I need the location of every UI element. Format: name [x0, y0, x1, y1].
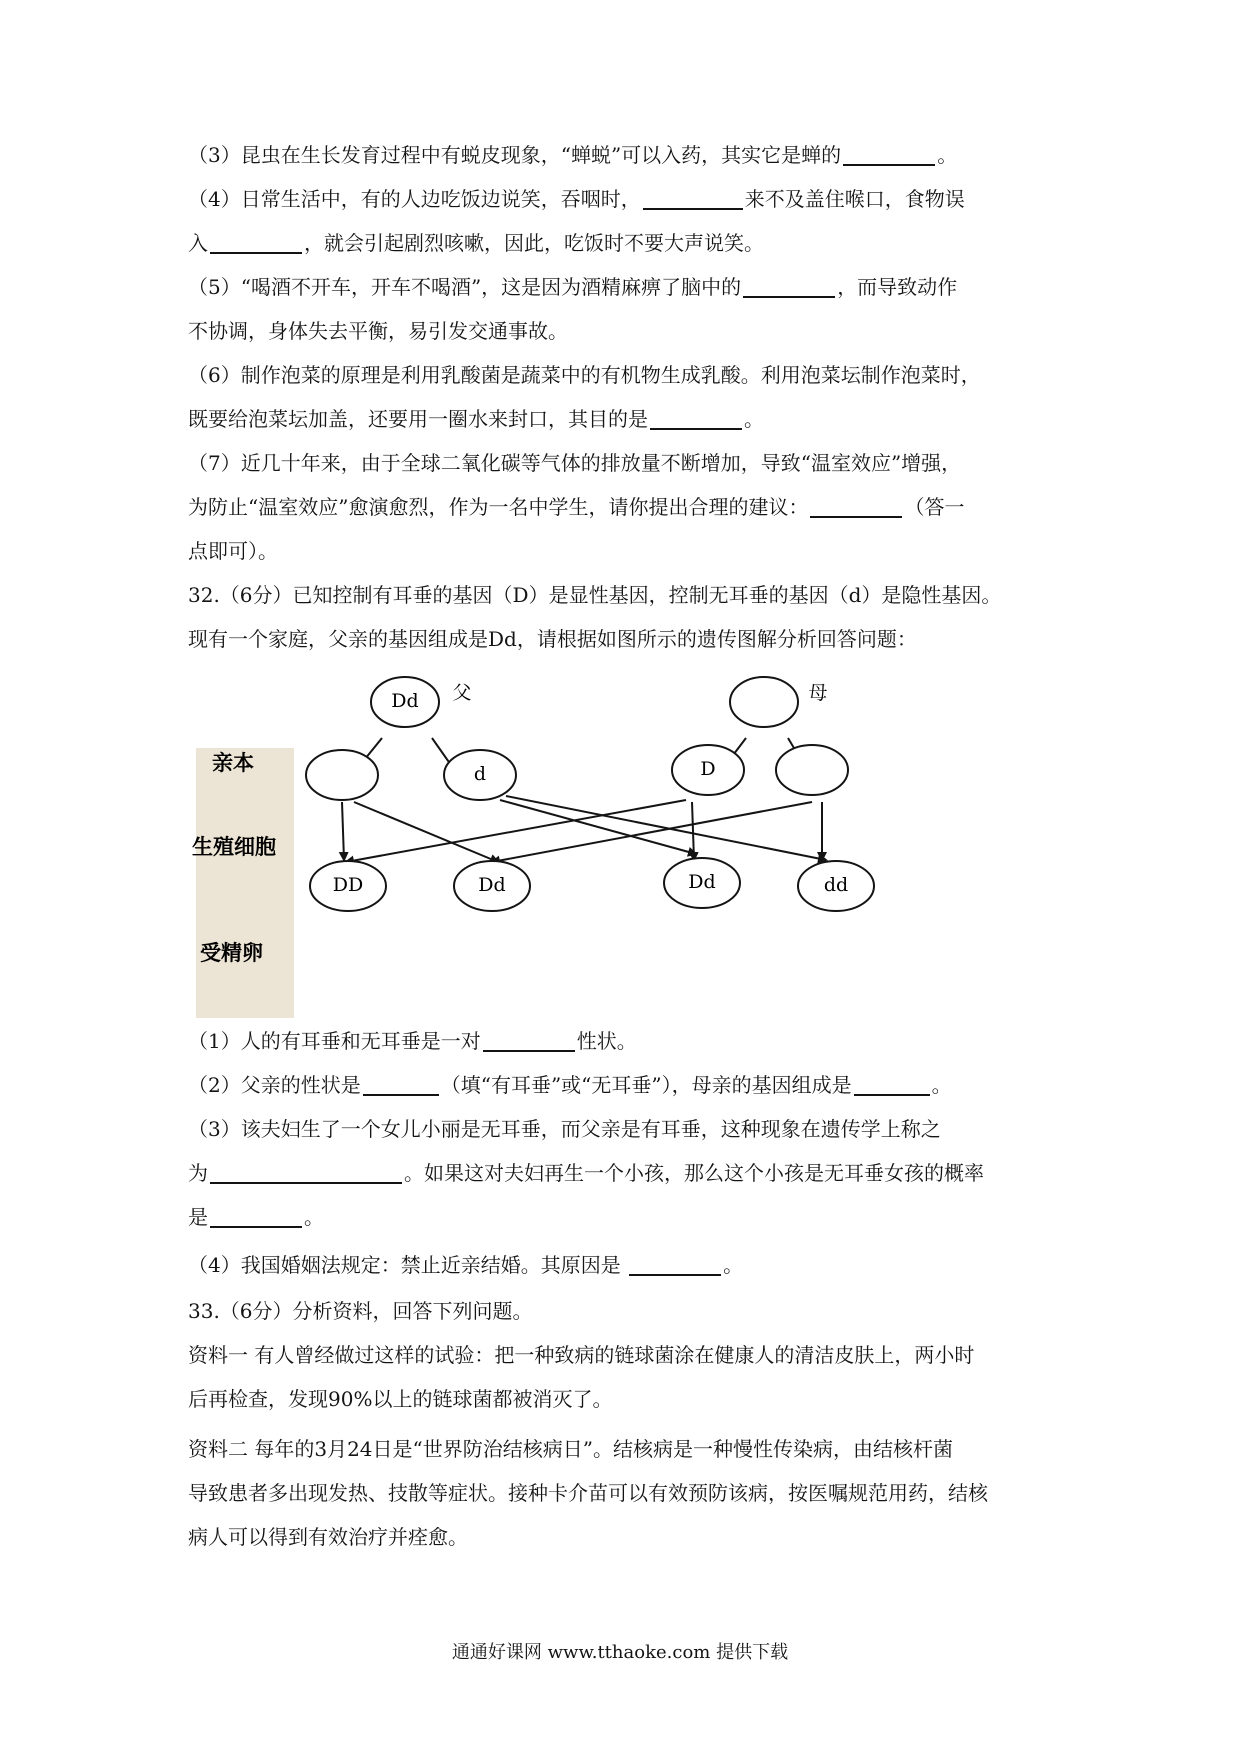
gamete-label-3: D — [700, 758, 716, 780]
q32-sub-2-middle: （填“有耳垂”或“无耳垂”），母亲的基因组成是 — [440, 1073, 852, 1097]
q32-sub-3-text: 是 — [188, 1205, 208, 1229]
page-footer: 通通好课网 www.tthaoke.com 提供下载 — [451, 1642, 789, 1663]
q31-item-3-end: 。 — [937, 143, 958, 167]
q31-item-7-line-1: （7）近几十年来，由于全球二氧化碳等气体的排放量不断增加，导致“温室效应”增强， — [188, 451, 962, 475]
q32-sub-4-text: （4）我国婚姻法规定：禁止近亲结婚。其原因是 — [188, 1253, 628, 1277]
inheritance-diagram — [192, 682, 996, 1018]
arrow-gamete-D-to-DD — [346, 800, 686, 862]
zygote-label-3: Dd — [688, 871, 716, 893]
zygote-label-1: DD — [332, 874, 364, 896]
row-label-gametes: 生殖细胞 — [192, 834, 276, 859]
q32-sub-2-text: （2）父亲的性状是 — [188, 1073, 361, 1097]
q31-item-6-end: 。 — [744, 407, 764, 431]
q31-item-3 — [188, 140, 1058, 170]
gamete-node-4 — [776, 745, 848, 795]
q31-item-6-text: 既要给泡菜坛加盖，还要用一圈水来封口，其目的是 — [188, 407, 648, 431]
q31-item-4-text: （4）日常生活中，有的人边吃饭边说笑，吞咽时， — [188, 187, 641, 211]
father-label: 父 — [452, 682, 472, 704]
q31-item-5-text-cont: ，而导致动作 — [837, 275, 958, 299]
q32-sub-1 — [188, 1026, 1058, 1056]
q32-sub-3-end: 。 — [304, 1205, 324, 1229]
zygote-label-4: dd — [823, 874, 849, 896]
q32-sub-3-line-1: （3）该夫妇生了一个女儿小丽是无耳垂，而父亲是有耳垂，这种现象在遗传学上称之 — [188, 1117, 941, 1141]
q31-item-4-text: 入 — [188, 231, 208, 255]
q31-item-7-line-3: 点即可）。 — [188, 539, 278, 563]
q32-sub-3-text-cont: 。如果这对夫妇再生一个小孩，那么这个小孩是无耳垂女孩的概率 — [404, 1161, 984, 1185]
row-label-parents: 亲本 — [212, 750, 254, 775]
q32-intro-line-1: 32.（6分）已知控制有耳垂的基因（D）是显性基因，控制无耳垂的基因（d）是隐性基因。 — [188, 583, 1002, 607]
q31-item-3-text: （3）昆虫在生长发育过程中有蜕皮现象，“蝉蜕”可以入药，其实它是蝉的 — [188, 143, 842, 167]
q31-item-5-line-2: 不协调，身体失去平衡，易引发交通事故。 — [188, 319, 568, 343]
q32-sub-2-end: 。 — [931, 1073, 952, 1097]
gamete-node-1 — [306, 750, 378, 800]
answer-blank[interactable] — [854, 1072, 930, 1096]
q32-sub-1-text: （1）人的有耳垂和无耳垂是一对 — [188, 1029, 481, 1053]
q31-item-4-line-1 — [188, 184, 1058, 214]
q31-item-7-text: 为防止“温室效应”愈演愈烈，作为一名中学生，请你提出合理的建议： — [188, 495, 809, 519]
answer-blank[interactable] — [210, 1160, 402, 1184]
q33-material-2-line-3: 病人可以得到有效治疗并痊愈。 — [188, 1525, 468, 1549]
q32-sub-3-line-2 — [188, 1158, 1058, 1188]
q32-sub-4-end: 。 — [723, 1253, 744, 1277]
q31-item-4-text-cont: ，就会引起剧烈咳嗽，因此，吃饭时不要大声说笑。 — [304, 231, 764, 255]
arrow-gamete-d-to-Dd-2 — [500, 800, 696, 854]
q31-item-4-text-cont: 来不及盖住喉口，食物误 — [744, 187, 965, 211]
q33-material-2-line-1: 资料二 每年的3月24日是“世界防治结核病日”。结核病是一种慢性传染病，由结核杆菌 — [188, 1437, 953, 1461]
q31-item-4-line-2 — [188, 228, 1058, 258]
answer-blank[interactable] — [843, 142, 935, 166]
q31-item-7-line-2 — [188, 492, 1058, 522]
answer-blank[interactable] — [643, 186, 743, 210]
row-labels-background — [196, 748, 294, 1018]
q32-sub-1-end: 性状。 — [576, 1029, 637, 1053]
q31-item-6-line-1: （6）制作泡菜的原理是利用乳酸菌是蔬菜中的有机物生成乳酸。利用泡菜坛制作泡菜时， — [188, 363, 981, 387]
arrow-gamete-D-to-Dd-2 — [692, 802, 694, 860]
row-label-zygotes: 受精卵 — [200, 940, 263, 965]
answer-blank[interactable] — [810, 494, 902, 518]
q33-material-1-line-2: 后再检查，发现90%以上的链球菌都被消灭了。 — [188, 1387, 613, 1411]
zygote-label-2: Dd — [478, 874, 506, 896]
father-genotype: Dd — [391, 690, 419, 712]
answer-blank[interactable] — [363, 1072, 439, 1096]
q31-item-6-line-2 — [188, 404, 1058, 434]
q32-sub-2 — [188, 1070, 1058, 1100]
q33-intro: 33.（6分）分析资料，回答下列问题。 — [188, 1299, 533, 1323]
answer-blank[interactable] — [743, 274, 835, 298]
answer-blank[interactable] — [650, 406, 742, 430]
answer-blank[interactable] — [210, 1204, 302, 1228]
q32-sub-4 — [188, 1250, 1058, 1280]
q32-sub-3-text: 为 — [188, 1161, 208, 1185]
arrow-gamete-1-to-Dd-1 — [354, 802, 498, 862]
parent-mother-node — [730, 677, 798, 727]
mother-label: 母 — [808, 682, 828, 704]
arrow-gamete-1-to-DD — [342, 802, 344, 860]
answer-blank[interactable] — [210, 230, 302, 254]
q32-sub-3-line-3 — [188, 1202, 1058, 1232]
q31-item-5-text: （5）“喝酒不开车，开车不喝酒”，这是因为酒精麻痹了脑中的 — [188, 275, 742, 299]
q31-item-5-line-1 — [188, 272, 1058, 302]
q33-material-1-line-1: 资料一 有人曾经做过这样的试验：把一种致病的链球菌涂在健康人的清洁皮肤上，两小时 — [188, 1343, 975, 1367]
q31-item-7-text-cont: （答一 — [904, 495, 965, 519]
q32-intro-line-2: 现有一个家庭，父亲的基因组成是Dd，请根据如图所示的遗传图解分析回答问题： — [188, 627, 917, 651]
answer-blank[interactable] — [483, 1028, 575, 1052]
gamete-label-2: d — [473, 763, 487, 785]
answer-blank[interactable] — [629, 1252, 721, 1276]
q33-material-2-line-2: 导致患者多出现发热、技散等症状。接种卡介苗可以有效预防该病，按医嘱规范用药，结核 — [188, 1481, 988, 1505]
